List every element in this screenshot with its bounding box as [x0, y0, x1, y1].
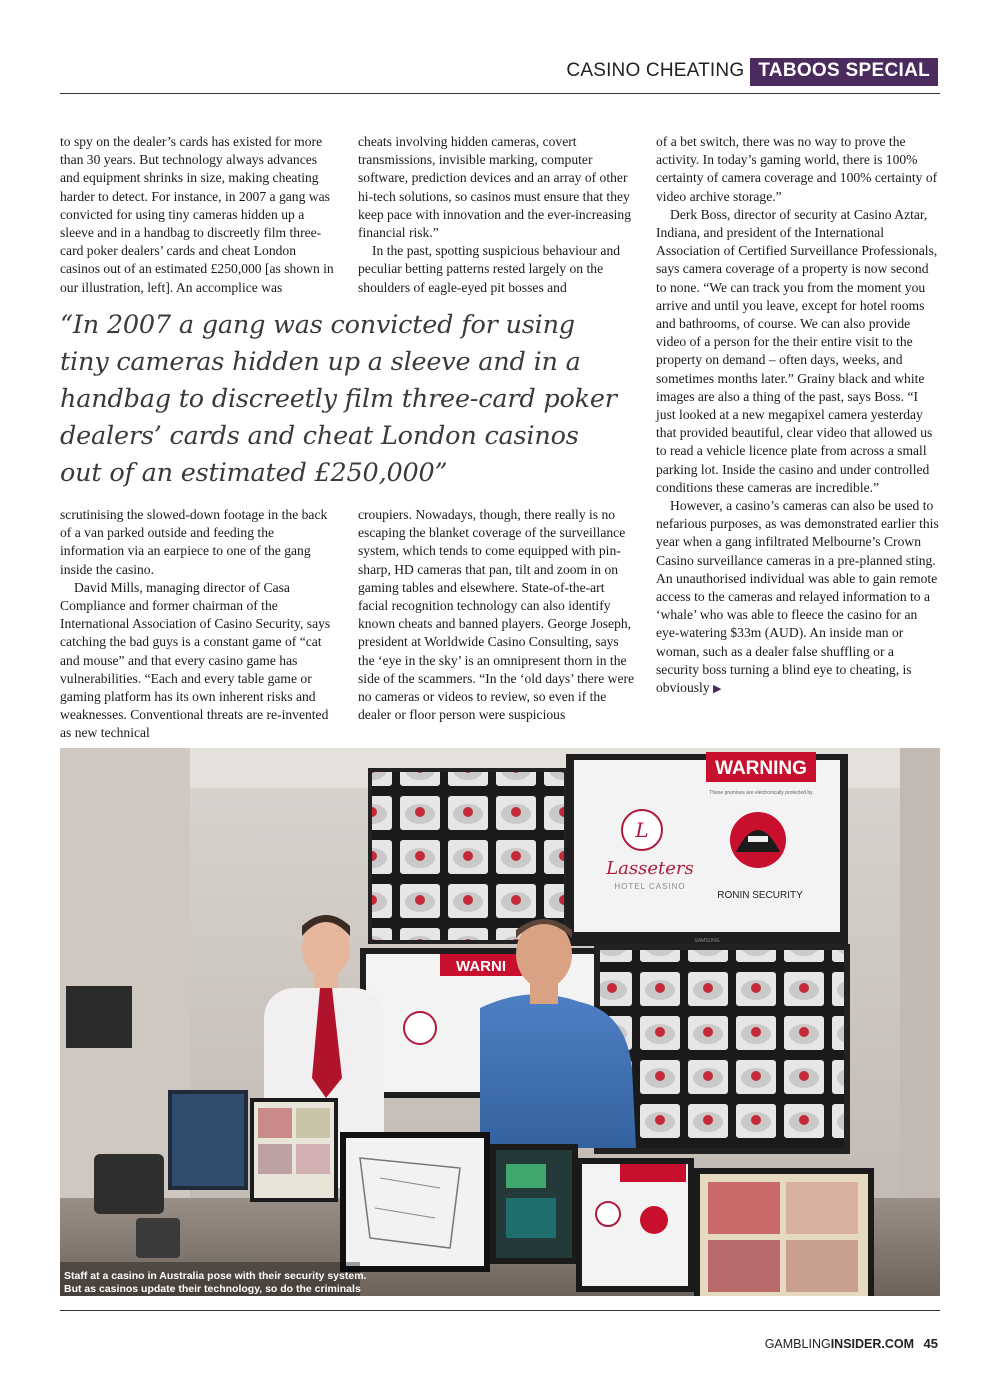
paragraph: croupiers. Nowadays, though, there really is no escaping the blanket coverage of the surveillance system, which tends to come equipped with pin-sharp, HD cameras that pan, tilt and zoom in on gaming tables and elsewhere. State-of-the-art facial recognition technology can also identify known cheats and banned players. George Joseph, president at Worldwide Casino Consulting, says the ‘eye in the sky’ is an omnipresent thorn in the side of the scammers. “In the ‘old days’ there were no cameras or videos to review, so even if the dealer or floor person were suspicious [358, 507, 635, 723]
article-column-1-top [60, 133, 338, 297]
article-column-2-bottom [358, 506, 636, 724]
photo-illustration [60, 748, 940, 1296]
paragraph: cheats involving hidden cameras, covert transmissions, invisible marking, computer software, prediction devices and an array of other hi-tech solutions, so casinos must ensure that they keep pace with innovation and the ever-increasing financial risk.” [358, 134, 632, 241]
paragraph: of a bet switch, there was no way to prove the activity. In today’s gaming world, there is 100% certainty of camera coverage and 100% certainty of video archive storage.” [656, 134, 938, 204]
caption-line-2: But as casinos update their technology, so do the criminals [64, 1283, 361, 1295]
footer-site-name: GAMBLING [764, 1337, 831, 1351]
page-number: 45 [923, 1336, 938, 1351]
section-header [566, 58, 938, 86]
caption-line-1: Staff at a casino in Australia pose with their security system. [64, 1270, 367, 1282]
warning-label-small: WARNI [456, 958, 506, 975]
paragraph: Derk Boss, director of security at Casino Aztar, Indiana, and president of the International Association of Certified Surveillance Professionals, says camera coverage of a property is now second to none. “We can track you from the moment you arrive and until you leave, except for hotel rooms and bathrooms, of course. We can also provide video of a person for the their entire visit to the property on demand – often days, weeks, and sometimes months later.” Grainy black and white images are also a thing of the past, says Boss. “I just looked at a new megapixel camera yesterday that provided beautiful, clear video that allowed us to read a vehicle licence plate from across a small parking lot. Inside the casino and under controlled conditions these cameras are incredible.” [656, 206, 938, 495]
article-column-1-bottom [60, 506, 338, 743]
footer-site-domain: INSIDER.COM [830, 1337, 915, 1351]
footer-rule [60, 1310, 940, 1311]
paragraph-text: However, a casino’s cameras can also be used to nefarious purposes, as was demonstrated earlier this year when a gang infiltrated Melbourne’s Crown Casino surveillance cameras in a pre-planned sting. An unauthorised individual was able to gain remote access to the cameras and relayed information to a ‘whale’ who was able to fleece the casino for an eye-watering $33m (AUD). An inside man or woman, such as a dealer false shuffling or a security boss turning a blind eye to cheating, is obviously [656, 498, 939, 696]
svg-text:L: L [635, 818, 649, 842]
lasseters-subtitle: HOTEL CASINO [614, 882, 686, 891]
lasseters-logo: Lasseters [606, 858, 694, 879]
paragraph: scrutinising the slowed-down footage in the back of a van parked outside and feeding the information via an earpiece to one of the gang inside the casino. [60, 507, 328, 577]
paragraph: In the past, spotting suspicious behaviour and peculiar betting patterns rested largely on the shoulders of eagle-eyed pit bosses and [358, 243, 621, 295]
section-label: CASINO CHEATING [566, 60, 745, 81]
paragraph: to spy on the dealer’s cards has existed for more than 30 years. But technology always advances and equipment shrinks in size, making cheating harder to detect. For instance, in 2007 a gang was convicted for using tiny cameras hidden up a sleeve and in a handbag to discreetly film three-card poker dealers’ cards and cheat London casinos out of an estimated £250,000 [as shown in our illustration, left]. An accomplice was [60, 134, 334, 295]
ronin-logo: RONIN SECURITY [717, 890, 803, 901]
photo-caption [64, 1270, 366, 1296]
surveillance-room-photo [60, 748, 940, 1296]
article-column-3 [656, 133, 940, 698]
section-tag: TABOOS SPECIAL [750, 58, 938, 86]
side-monitor [66, 986, 132, 1048]
continue-arrow-icon: ▶ [713, 683, 722, 696]
article-column-2-top [358, 133, 636, 297]
paragraph [656, 497, 940, 698]
tv-brand-label: SAMSUNG [694, 938, 720, 944]
video-wall-upper-left [368, 768, 568, 944]
pull-quote: “In 2007 a gang was convicted for using tiny cameras hidden up a sleeve and in a handbag to discreetly film three-card poker dealers’ cards and cheat London casinos out of an estimated £250,000” [60, 310, 617, 488]
paragraph: David Mills, managing director of Casa Compliance and former chairman of the International Association of Casino Security, says catching the bad guys is a constant game of “cat and mouse” and that every casino game has vulnerabilities. “Each and every table game or gaming platform has its own inherent risks and weaknesses. Conventional threats are re-invented as new technical [60, 579, 331, 741]
page-footer [765, 1336, 938, 1351]
header-rule [60, 93, 940, 94]
warning-subtitle: These premises are electronically protected by [709, 790, 813, 796]
warning-screen-main [566, 752, 848, 946]
warning-label: WARNING [715, 758, 807, 779]
